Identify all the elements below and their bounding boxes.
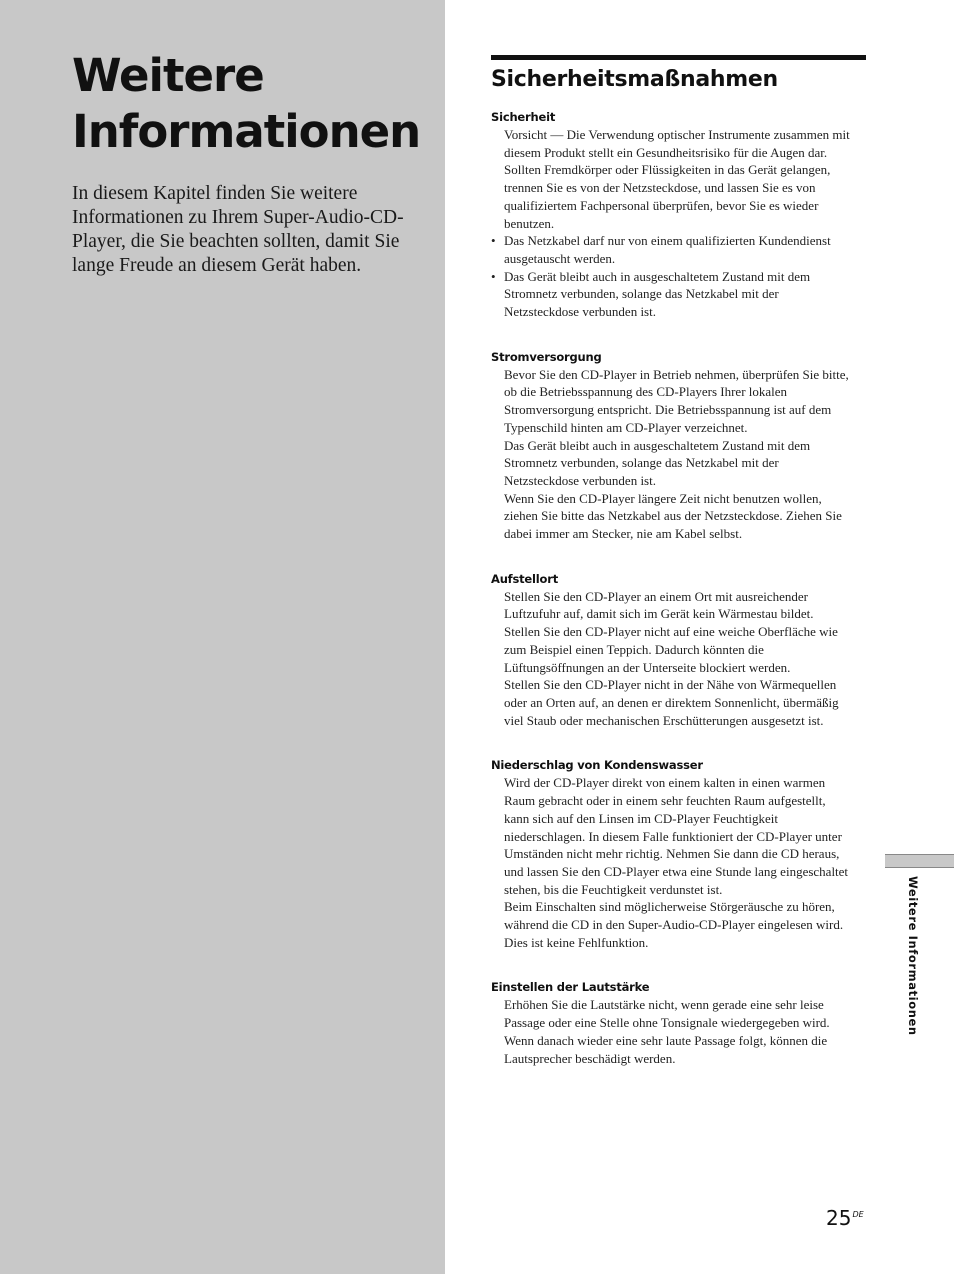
subsection-heading: Niederschlag von Kondenswasser — [491, 758, 703, 773]
subsection-stromversorgung — [491, 348, 853, 543]
section-title: Sicherheitsmaßnahmen — [491, 67, 778, 92]
chapter-title: Weitere Informationen — [72, 49, 421, 158]
subsection-heading: Stromversorgung — [491, 349, 602, 364]
subsection-kondenswasser — [491, 756, 853, 951]
subsection-heading: Sicherheit — [491, 110, 556, 124]
subsection-sicherheit — [491, 108, 853, 321]
subsection-aufstellort — [491, 570, 853, 730]
section-rule — [491, 55, 866, 60]
paragraph: Das Gerät bleibt auch in ausgeschaltetem Zustand mit dem Stromnetz verbunden, solange das Netzkabel mit der Netzsteckdose verbunden ist. — [504, 437, 811, 488]
bullet-icon: • — [491, 268, 496, 284]
paragraph: Stellen Sie den CD-Player nicht in der Nähe von Wärmequellen oder an Orten auf, an denen er direktem Sonnenlicht, übermäßig viel Staub oder mechanischen Erschütterungen ausgesetzt ist. — [504, 677, 839, 728]
chapter-intro: In diesem Kapitel finden Sie weitere Informationen zu Ihrem Super-Audio-CD-Player, die Sie beachten sollten, damit Sie lange Freude an diesem Gerät haben. — [72, 183, 404, 276]
paragraph: Wenn Sie den CD-Player längere Zeit nicht benutzen wollen, ziehen Sie bitte das Netzkabel aus der Netzsteckdose. Ziehen Sie dabei immer am Stecker, nie am Kabel selbst. — [504, 490, 842, 542]
page-number-suffix: DE — [852, 1210, 864, 1219]
page-number-value: 25 — [826, 1206, 852, 1230]
subsection-heading: Aufstellort — [491, 571, 558, 586]
paragraph: Erhöhen Sie die Lautstärke nicht, wenn gerade eine sehr leise Passage oder eine Stelle ohne Tonsignale wiedergegeben wird. Wenn danach wieder eine sehr laute Passage folgt, können die Lautsprecher beschädigt werden. — [504, 997, 830, 1066]
page-number — [826, 1206, 864, 1230]
subsection-lautstaerke — [491, 978, 853, 1067]
subsection-heading: Einstellen der Lautstärke — [491, 980, 650, 995]
chapter-side-tab — [885, 854, 954, 868]
paragraph: Bevor Sie den CD-Player in Betrieb nehmen, überprüfen Sie bitte, ob die Betriebsspannung des CD-Players Ihrer lokalen Stromversorgung entspricht. Die Betriebsspannung ist auf dem Typenschild hinten am CD-Player verzeichnet. — [504, 366, 849, 435]
paragraph: Vorsicht — Die Verwendung optischer Instrumente zusammen mit diesem Produkt stellt ein Gesundheitsrisiko für die Augen dar. — [504, 127, 850, 160]
list-item-text: Das Gerät bleibt auch in ausgeschaltetem Zustand mit dem Stromnetz verbunden, solange das Netzkabel mit der Netzsteckdose verbunden ist. — [504, 268, 811, 320]
paragraph: Wird der CD-Player direkt von einem kalten in einen warmen Raum gebracht oder in einem sehr feuchten Raum aufgestellt, kann sich auf den Linsen im CD-Player Feuchtigkeit niederschlagen. In diesem Falle funktioniert der CD-Player unter Umständen nicht mehr richtig. Nehmen Sie dann die CD heraus, und lassen Sie den CD-Player etwa eine Stunde lang eingeschaltet stehen, bis die Feuchtigkeit verdunstet ist. — [504, 775, 849, 897]
section-content — [491, 108, 853, 1094]
list-item — [491, 232, 853, 267]
list-item-text: Das Netzkabel darf nur von einem qualifizierten Kundendienst ausgetauscht werden. — [504, 233, 831, 266]
chapter-side-label: Weitere Informationen — [906, 876, 920, 1036]
paragraph: Beim Einschalten sind möglicherweise Störgeräusche zu hören, während die CD in den Super-Audio-CD-Player eingelesen wird. Dies ist keine Fehlfunktion. — [504, 899, 844, 950]
paragraph: Sollten Fremdkörper oder Flüssigkeiten in das Gerät gelangen, trennen Sie es von der Netzsteckdose, und lassen Sie es von qualifiziertem Fachpersonal überprüfen, bevor Sie es wieder benutzen. — [504, 162, 831, 231]
chapter-panel — [0, 0, 445, 1274]
paragraph: Stellen Sie den CD-Player nicht auf eine weiche Oberfläche wie zum Beispiel einen Teppich. Dadurch könnten die Lüftungsöffnungen an der Unterseite blockiert werden. — [504, 624, 838, 675]
paragraph: Stellen Sie den CD-Player an einem Ort mit ausreichender Luftzufuhr auf, damit sich im Gerät kein Wärmestau bildet. — [504, 588, 814, 622]
list-item — [491, 268, 853, 321]
bullet-icon: • — [491, 233, 496, 249]
